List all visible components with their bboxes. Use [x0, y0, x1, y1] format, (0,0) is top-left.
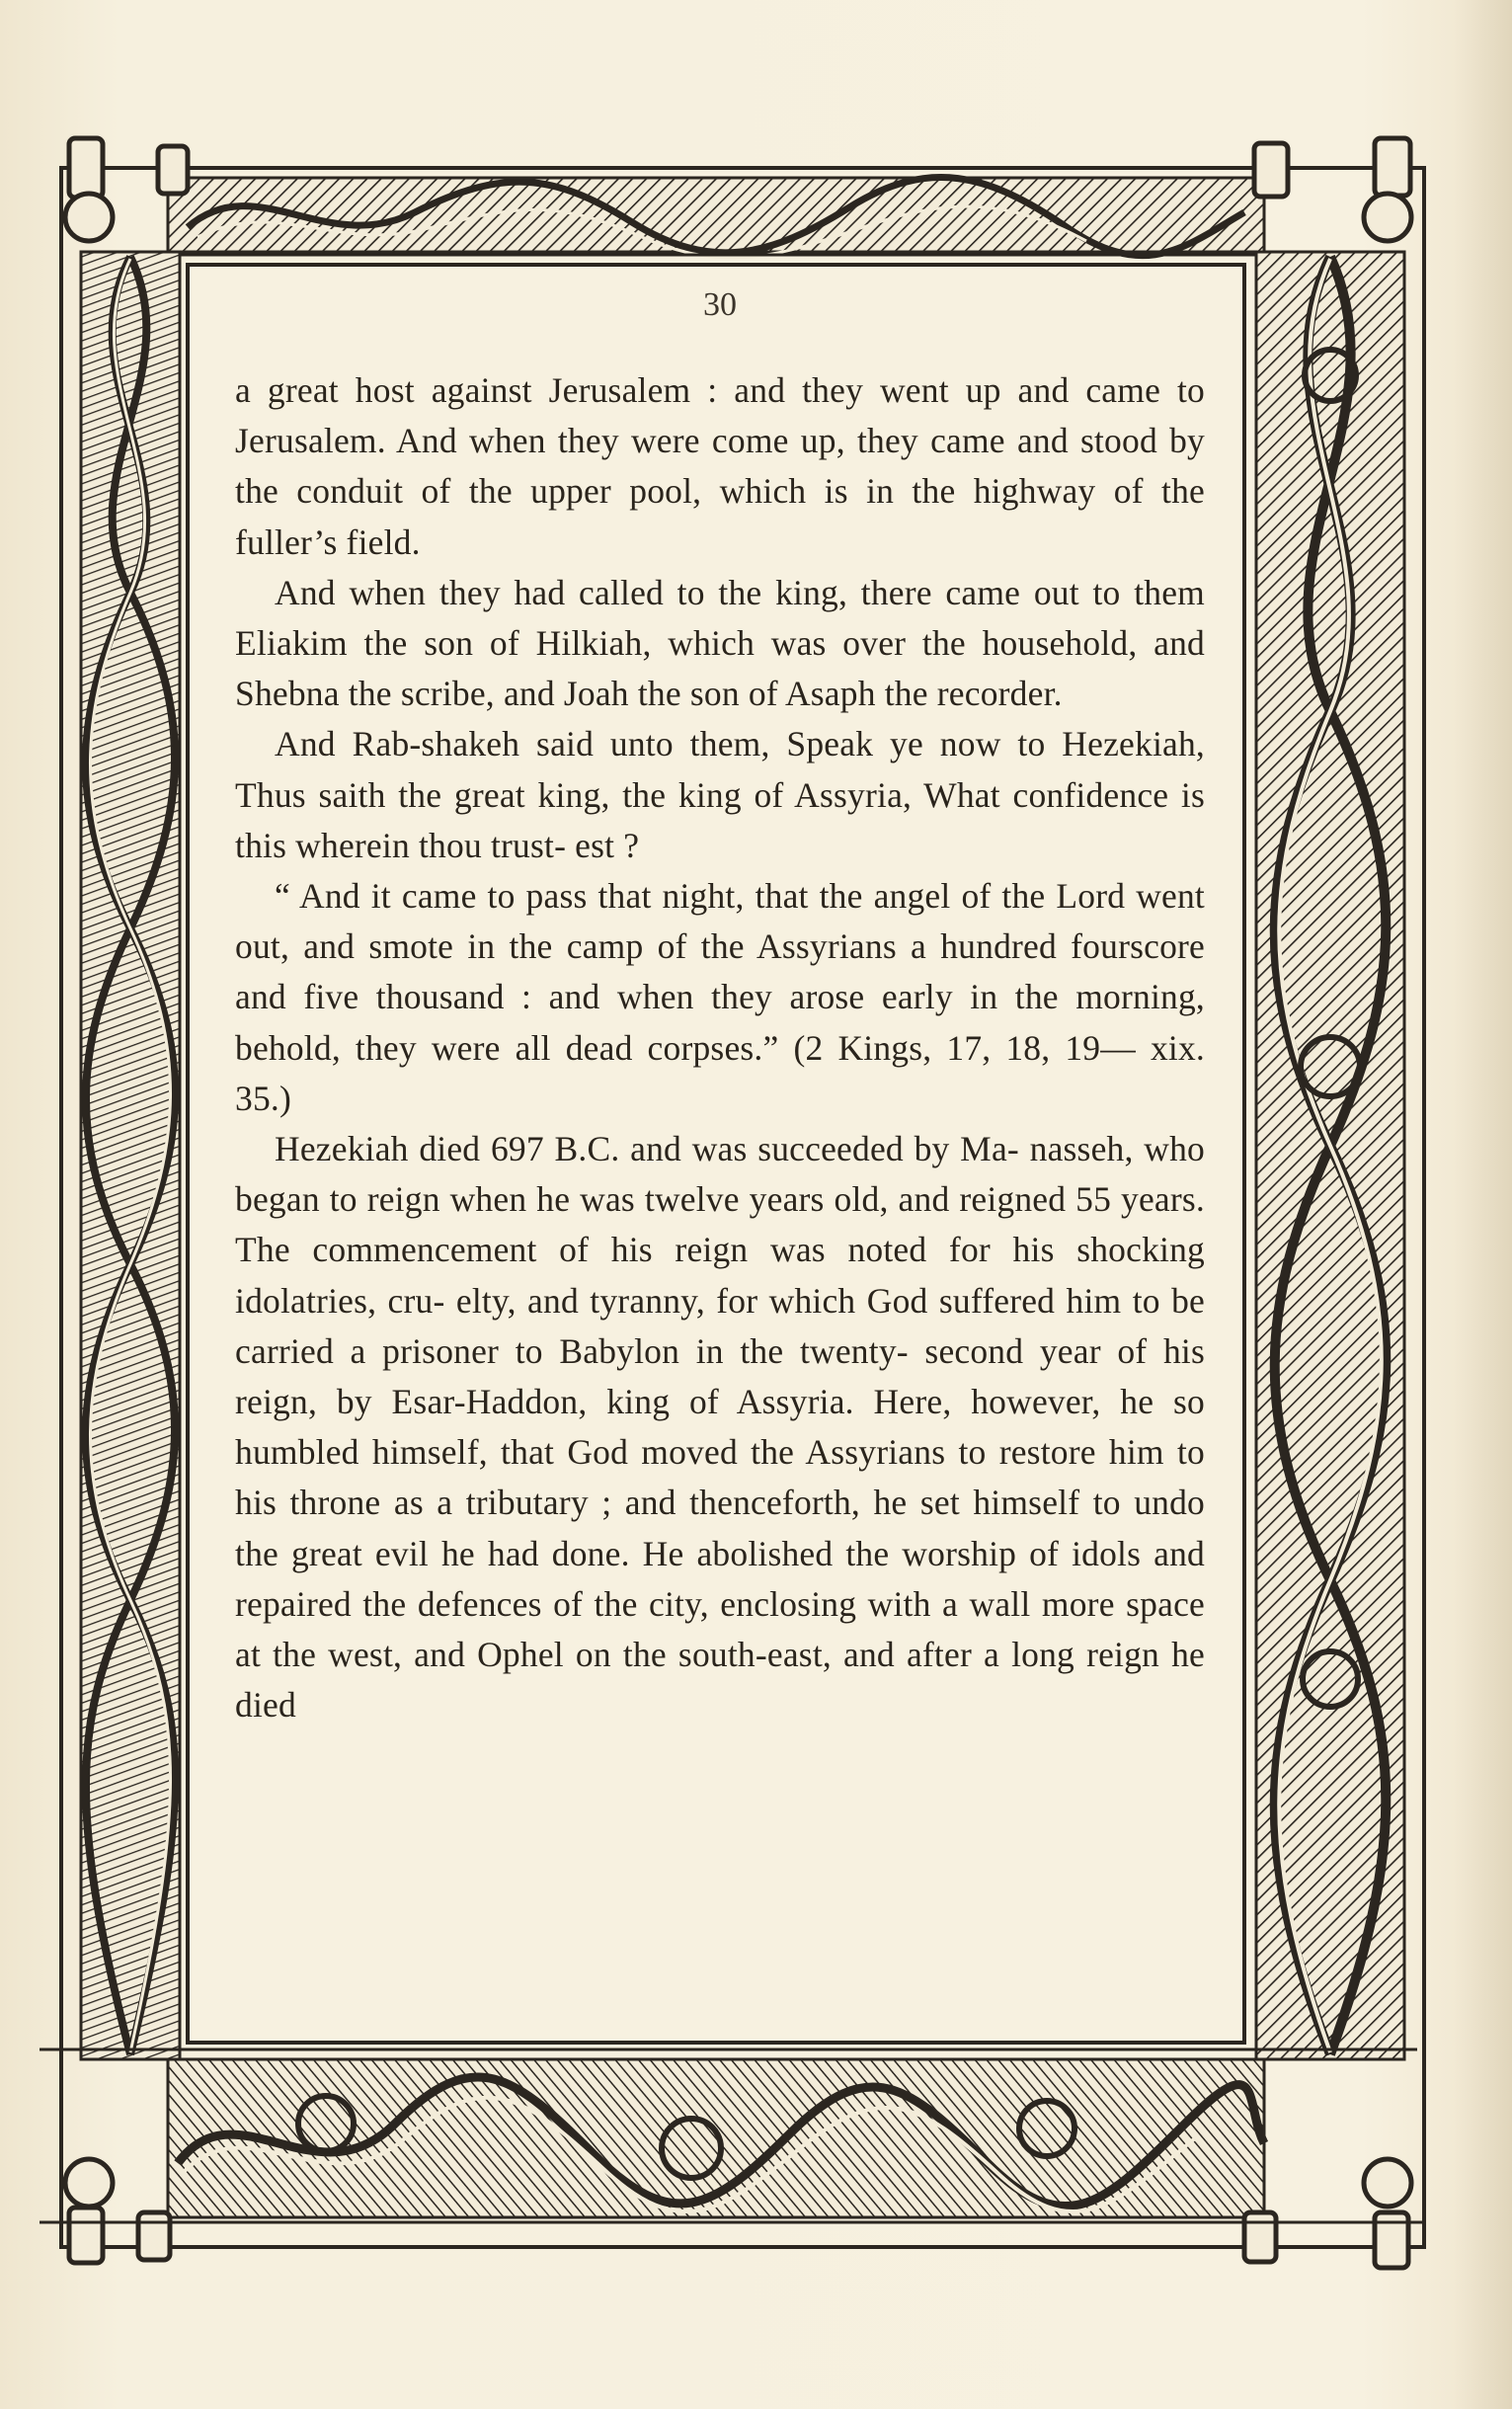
bottom-border-band	[61, 2059, 1424, 2222]
left-border-band	[81, 252, 180, 2059]
paragraph-4: “ And it came to pass that night, that the angel of the Lord went out, and smote in the camp of the Assyrians a hundred fourscore and five thousand : and when they arose early in the morning, behold, they were all dead corpses.” (2 Kings, 17, 18, 19— xix. 35.)	[235, 876, 1205, 1118]
page-text-area	[235, 286, 1205, 2025]
top-border-band	[168, 178, 1264, 258]
right-border-band	[1256, 252, 1404, 2059]
paragraph-5: Hezekiah died 697 B.C. and was succeeded by Ma- nasseh, who began to reign when he was twelve years old, and reigned 55 years. The commencement of his reign was noted for his shocking idolatries, cru- elty, and tyranny, for which God suffered him to be carried a prisoner to Babylon in the twenty- second year of his reign, by Esar-Haddon, king of Assyria. Here, however, he so humbled himself, that God moved the Assyrians to restore him to his throne as a tributary ; and thenceforth, he set himself to undo the great evil he had done. He abolished the worship of idols and repaired the defences of the city, enclosing with a wall more space at the west, and Ophel on the south-east, and after a long reign he died	[235, 1129, 1205, 1726]
paragraph-1: a great host against Jerusalem : and they went up and came to Jerusalem. And when they were come up, they came and stood by the conduit of the upper pool, which is in the highway of the fuller’s field.	[235, 370, 1205, 562]
paragraph-2: And when they had called to the king, there came out to them Eliakim the son of Hilkiah, which was over the household, and Shebna the scribe, and Joah the son of Asaph the recorder.	[235, 572, 1205, 714]
paragraph-3: And Rab-shakeh said unto them, Speak ye now to Hezekiah, Thus saith the great king, the king of Assyria, What confidence is this wherein thou trust- est ?	[235, 724, 1205, 865]
page-number: 30	[703, 286, 737, 323]
